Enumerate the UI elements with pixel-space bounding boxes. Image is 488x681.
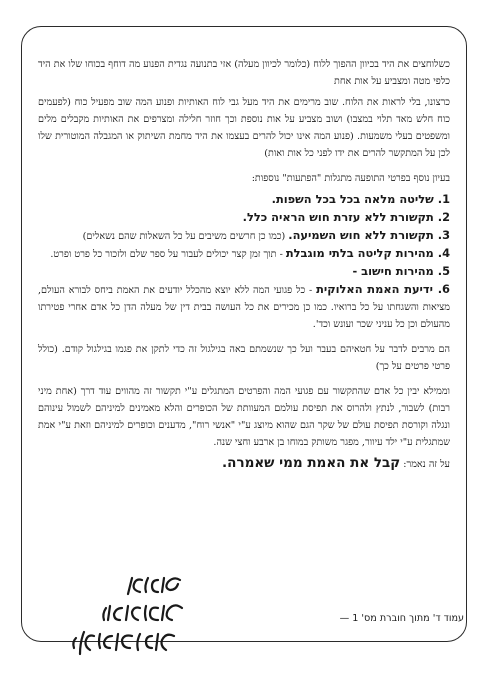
logo-script-icon <box>62 572 186 664</box>
document-body <box>38 56 450 483</box>
list-item-description: - כל פגועי המה ללא יוצא מהכלל יודעים את האמת ביחס לבורא העולם, מציאות והשגחתו על כל ברואיו. כמו כן מכירים את כל העושה בבית דין של מעלה הדן כל אדם אחרי פטירתו מהעולם וכן כל עניני שכר ועונש וכד'. <box>38 285 450 330</box>
list-item-heading: 2. תקשורת ללא עזרת חוש הראיה כלל. <box>242 210 450 224</box>
list-item-heading: 1. שליטה מלאה בכל בכל השפות. <box>271 192 450 206</box>
list-item-heading: 3. תקשורת ללא חוש השמיעה. <box>288 228 450 242</box>
body-paragraph: כשלוחצים את היד בכיוון ההפוך ללוח (כלומר לכיוון מעלה) אזי בתנועה נגדית הפנוע מה דוחף בכוחו שלו את היד כלפי מטה ומצביע על אות אחת <box>38 59 450 87</box>
body-paragraph: וממילא יבין כל אדם שהתקשור עם פגועי המה והפרטים המתגלים ע"י תקשור זה מהווים עוד דרך (אחת מיני רבות) לשבור, לנתץ ולהרוס את תפיסת עולמם המעוותת של הכופרים והלא מאמינים למיניהם לשמול עינוהם ונגלה וקורסת תפיסת עולם של שקר הגם שהוא מיוצג ע"י "אנשי רוח", מדענים וכופרים למיניהם וזאת ע"י אמת שמתגלית ע"י ילד עיוור, מפגר משותק במוחו בן ארבע וחצי שנה. <box>38 386 450 448</box>
footer-text: עמוד ד' מתוך חוברת מס' 1 <box>352 613 464 624</box>
list-item-heading: 6. ידיעת האמת האלוקית <box>316 282 450 296</box>
body-paragraph: הם מרבים לדבר על חטאיהם בעבר ועל כך שנשמתם באה בגילגול זה כדי לתקן את פגמו בגילגול קודם. (כולל פרטי פרטים על כך) <box>38 344 450 372</box>
list-item-description: - תוך זמן קצר יכולים לעבור על ספר שלם ולזכור כל פרט ופרט. <box>50 249 286 260</box>
footer-dash: — <box>339 613 350 624</box>
list-item <box>38 245 450 263</box>
closing-prefix: על זה נאמר: <box>400 459 450 470</box>
list-item <box>38 263 450 281</box>
list-item <box>38 209 450 227</box>
list-intro: בעיון נוסף בפרטי התופעה מתגלות "הפתעות" נוספות: <box>251 173 450 184</box>
list-item <box>38 281 450 333</box>
list-item <box>38 227 450 245</box>
closing-statement: קבל את האמת ממי שאמרה. <box>222 455 401 471</box>
page-footer <box>188 613 464 624</box>
handwritten-logo <box>62 572 186 664</box>
closing-quote <box>38 455 450 473</box>
body-paragraph: כרצונו, בלי לראות את הלוח. שוב מרימים את היד מעל גבי לוח האותיות ופנוע המה שוב מפעיל כוח (לפעמים כוח חלש מאד תלוי במצבו) ושוב מצביע על אות נוספת וכך חוזר חלילה ומצרפים את האותיות מקבלים מלים ומשפטים בעלי משמעות. (פנוע המה אינו יכול להרים בעצמו את היד מחמת השיתוק או המגבלה המוטורית שלו לכן על המתקשר להרים את ידו לפני כל אות ואות) <box>38 97 450 159</box>
list-item-heading: 4. מהירות קליטה בלתי מוגבלת <box>285 246 450 260</box>
list-item-heading: 5. מהירות חישוב - <box>352 264 450 278</box>
list-item-description: (כמו כן חרשים משיבים על כל השאלות שהם נשאלים) <box>82 231 289 242</box>
list-item <box>38 191 450 209</box>
